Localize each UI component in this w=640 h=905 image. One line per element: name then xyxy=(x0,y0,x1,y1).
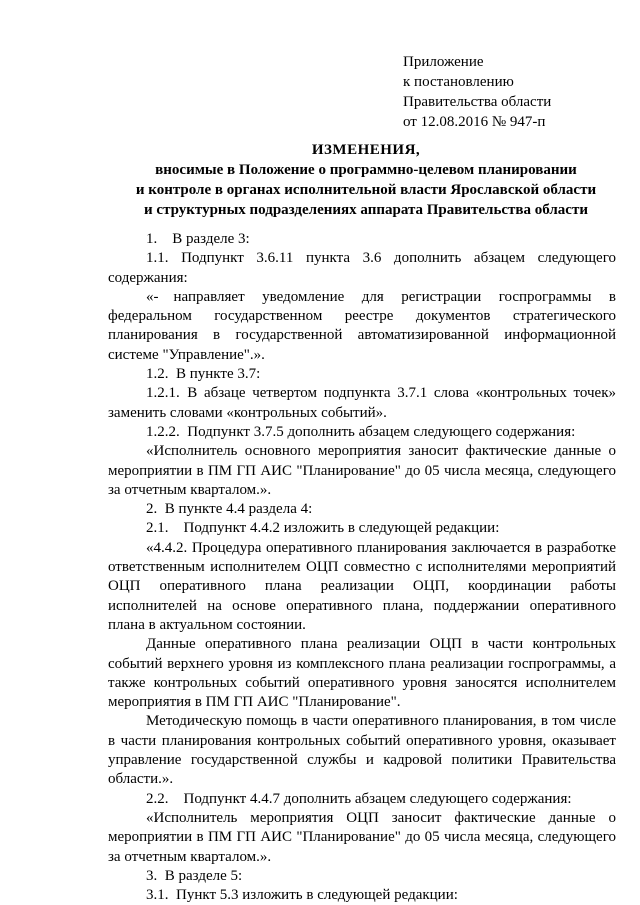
paragraph-section-2: 2. В пункте 4.4 раздела 4: xyxy=(146,501,313,518)
appendix-block xyxy=(403,52,551,132)
appendix-date-line: от 12.08.2016 № 947-п xyxy=(403,114,546,130)
paragraph-item-1-2-2: 1.2.2. Подпункт 3.7.5 дополнить абзацем следующего содержания: xyxy=(146,423,576,440)
appendix-line: Приложение xyxy=(403,54,484,70)
paragraph-item-1-2: 1.2. В пункте 3.7: xyxy=(146,366,261,383)
document-title xyxy=(96,140,636,220)
paragraph-quote: «Исполнитель основного мероприятия заносит фактические данные о мероприятии в ПМ ГП АИС "Планирование" до 05 числа месяца, следующего за отчетным кварталом.». xyxy=(108,443,616,498)
paragraph-item-2-2: 2.2. Подпункт 4.4.7 дополнить абзацем следующего содержания: xyxy=(146,790,572,807)
title-heading: ИЗМЕНЕНИЯ, xyxy=(311,142,421,158)
document-body xyxy=(108,230,616,905)
title-subtitle-line: и контроле в органах исполнительной власти Ярославской области xyxy=(135,182,597,198)
paragraph-text: Методическую помощь в части оперативного планирования, в том числе в части планирования контрольных событий оперативного уровня, оказывает управление государственной службы и кадровой политики Правительства области.». xyxy=(108,713,616,788)
title-subtitle-line: и структурных подразделениях аппарата Правительства области xyxy=(144,202,588,218)
appendix-line: к постановлению xyxy=(403,74,514,90)
paragraph-quote: «4.4.2. Процедура оперативного планирования заключается в разработке ответственным исполнителем ОЦП совместно с исполнителями мероприятий ОЦП оперативного плана реализации ОЦП, координации работы исполнителей на основе оперативного плана, поддержании оперативного плана в актуальном состоянии. xyxy=(108,539,616,633)
paragraph-item-1-1: 1.1. Подпункт 3.6.11 пункта 3.6 дополнить абзацем следующего содержания: xyxy=(108,250,616,286)
paragraph-quote: «Исполнитель мероприятия ОЦП заносит фактические данные о мероприятии в ПМ ГП АИС "Планирование" до 05 числа месяца, следующего за отчетным кварталом.». xyxy=(108,809,616,865)
appendix-line: Правительства области xyxy=(403,94,552,110)
paragraph-item-2-1: 2.1. Подпункт 4.4.2 изложить в следующей редакции: xyxy=(146,520,500,537)
title-subtitle-line: вносимые в Положение о программно-целевом планировании xyxy=(155,162,577,178)
paragraph-section-3: 3. В разделе 5: xyxy=(146,867,243,884)
paragraph-item-3-1: 3.1. Пункт 5.3 изложить в следующей редакции: xyxy=(146,887,458,904)
paragraph-section-1: 1. В разделе 3: xyxy=(146,231,250,247)
paragraph-text: Данные оперативного плана реализации ОЦП в части контрольных событий верхнего уровня из комплексного плана реализации госпрограммы, а также контрольных событий оперативного уровня заносятся исполнителем мероприятия в ПМ ГП АИС "Планирование". xyxy=(108,636,616,711)
paragraph-item-1-2-1: 1.2.1. В абзаце четвертом подпункта 3.7.1 слова «контрольных точек» заменить словами «контрольных событий». xyxy=(108,385,616,421)
paragraph-quote: «- направляет уведомление для регистрации госпрограммы в федеральном государственном реестре документов стратегического планирования в государственной автоматизированной информационной системе "Управление".». xyxy=(108,288,616,363)
